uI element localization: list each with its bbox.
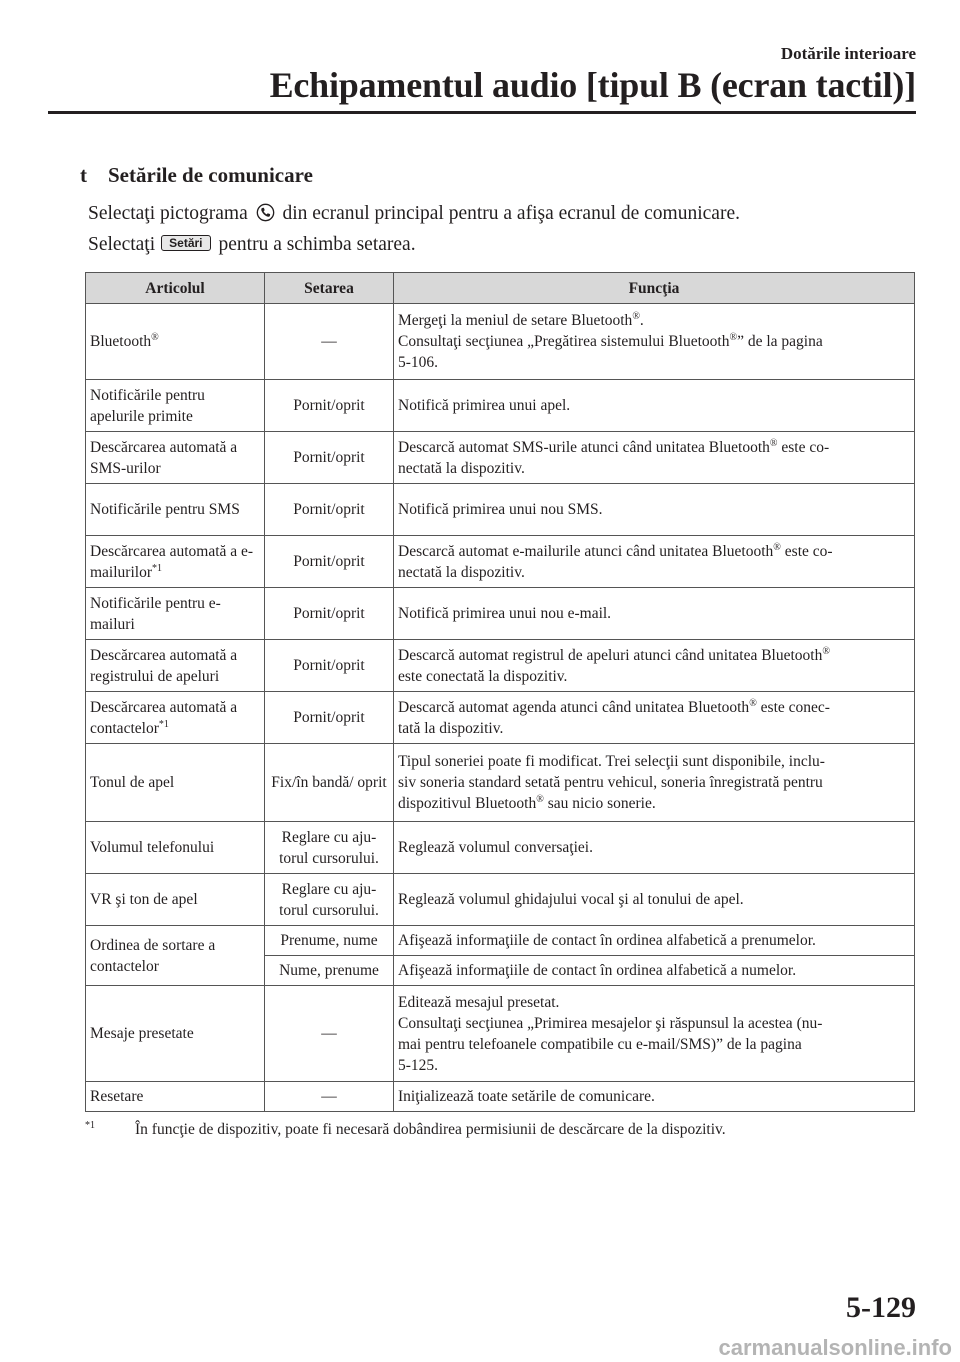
cell-function-sup: ® [769, 437, 778, 449]
cell-setting: Fix/în bandă/ oprit [265, 744, 394, 822]
cell-setting: Prenume, nume [265, 926, 394, 956]
cell-setting: Reglare cu aju- torul cursorului. [265, 822, 394, 874]
cell-function-text: Descarcă automat registrul de apeluri atunci când unitatea Bluetooth [398, 646, 823, 664]
cell-function-text: Reglează volumul ghidajului vocal şi al tonului de apel. [398, 891, 744, 908]
cell-function-text: Afişează informaţiile de contact în ordinea alfabetică a prenumelor. [398, 932, 816, 949]
intro-text-1a: Selectaţi pictograma [88, 203, 248, 224]
page-title: Echipamentul audio [tipul B (ecran tactil)] [269, 65, 916, 105]
footnote-text: În funcţie de dispozitiv, poate fi necesară dobândirea permisiunii de descărcare de la dispozitiv. [135, 1121, 726, 1138]
footnote [85, 1121, 925, 1139]
cell-setting: Pornit/oprit [265, 536, 394, 588]
cell-item [86, 692, 265, 744]
cell-setting: Pornit/oprit [265, 640, 394, 692]
cell-function-text: Notifică primirea unui nou e-mail. [398, 605, 612, 622]
table-row [86, 874, 915, 926]
cell-function [394, 744, 915, 822]
setari-button-illustration: Setări [161, 235, 210, 251]
cell-function-text: Reglează volumul conversaţiei. [398, 839, 593, 856]
cell-function-text: tată la dispozitiv. [398, 719, 504, 737]
cell-item-text: Ordinea de sortare a contactelor [90, 936, 216, 975]
cell-setting: Reglare cu aju- torul cursorului. [265, 874, 394, 926]
communication-settings-table [85, 272, 915, 1112]
table-row [86, 380, 915, 432]
cell-function-text: sau nicio sonerie. [543, 795, 656, 812]
phone-icon [256, 203, 275, 222]
table-row [86, 536, 915, 588]
cell-item [86, 588, 265, 640]
cell-function [394, 536, 915, 588]
table-row [86, 744, 915, 822]
cell-function [394, 926, 915, 956]
intro-line-1 [88, 203, 928, 225]
header-divider [48, 111, 916, 114]
cell-function-text: 5-106. [398, 354, 439, 371]
cell-function-sup: ® [632, 310, 640, 322]
cell-function-text: Consultaţi secţiunea „Pregătirea sistemului Bluetooth [398, 333, 730, 350]
cell-item [86, 744, 265, 822]
cell-function [394, 640, 915, 692]
intro-text-2b: pentru a schimba setarea. [218, 234, 416, 255]
cell-function-text: nectată la dispozitiv. [398, 459, 525, 477]
cell-item [86, 536, 265, 588]
cell-item-sup: *1 [152, 562, 162, 574]
cell-function [394, 304, 915, 380]
cell-item [86, 1082, 265, 1112]
intro-text-1b: din ecranul principal pentru a afişa ecranul de comunicare. [282, 203, 740, 224]
cell-function [394, 986, 915, 1082]
page-number: 5-129 [846, 1291, 916, 1324]
cell-item-text: Descărcarea automată a registrului de apeluri [90, 646, 238, 685]
cell-item-text: Descărcarea automată a SMS-urilor [90, 438, 238, 477]
table-row [86, 432, 915, 484]
table-row [86, 926, 915, 956]
cell-item [86, 484, 265, 536]
cell-item [86, 640, 265, 692]
cell-item-text: Mesaje presetate [90, 1025, 194, 1042]
cell-function [394, 692, 915, 744]
cell-function-sup: ® [749, 697, 757, 709]
cell-item-text: Tonul de apel [90, 774, 175, 791]
cell-item [86, 926, 265, 986]
cell-function-text: siv soneria standard setată pentru vehicul, soneria înregistrată pentru [398, 774, 823, 791]
cell-function-text: Editează mesajul presetat. [398, 993, 560, 1011]
cell-setting: — [265, 986, 394, 1082]
cell-function-text: ” de la pagina [737, 333, 823, 350]
cell-item-text: Notificările pentru SMS [90, 501, 240, 518]
cell-item-text: Notificările pentru apelurile primite [90, 386, 205, 425]
cell-function [394, 588, 915, 640]
cell-item-text: Descărcarea automată a contactelor [90, 698, 238, 737]
cell-function-text: Tipul soneriei poate fi modificat. Trei selecţii sunt disponibile, inclu- [398, 753, 825, 770]
cell-function-text: este conec- [756, 698, 830, 716]
cell-function-text: Descarcă automat agenda atunci când unitatea Bluetooth [398, 698, 750, 716]
section-heading-text: Setările de comunicare [108, 163, 313, 187]
watermark: carmanualsonline.info [718, 1335, 952, 1360]
cell-function [394, 380, 915, 432]
cell-function-text: Descarcă automat SMS-urile atunci când unitatea Bluetooth [398, 438, 770, 456]
cell-function [394, 874, 915, 926]
cell-function [394, 432, 915, 484]
header-item: Articolul [86, 273, 265, 304]
cell-item [86, 822, 265, 874]
cell-item [86, 986, 265, 1082]
header-function: Funcţia [394, 273, 915, 304]
table-row [86, 484, 915, 536]
cell-item-text: Resetare [90, 1088, 144, 1105]
cell-function-text: 5-125. [398, 1056, 439, 1074]
intro-line-2 [88, 234, 928, 256]
cell-function [394, 484, 915, 536]
cell-function-sup: ® [822, 645, 830, 657]
cell-item-text: Bluetooth [90, 333, 152, 350]
cell-setting: Pornit/oprit [265, 380, 394, 432]
table-row [86, 588, 915, 640]
cell-setting: Pornit/oprit [265, 692, 394, 744]
section-bullet: t [80, 163, 87, 187]
cell-function-text: Notifică primirea unui apel. [398, 397, 571, 414]
cell-function-sup: ® [729, 331, 738, 343]
cell-function-sup: ® [536, 793, 544, 805]
cell-function-text: Afişează informaţiile de contact în ordinea alfabetică a numelor. [398, 962, 797, 979]
cell-item [86, 304, 265, 380]
table-row [86, 822, 915, 874]
cell-setting: Pornit/oprit [265, 588, 394, 640]
cell-function [394, 822, 915, 874]
table-header-row [86, 273, 915, 304]
table-row [86, 986, 915, 1082]
cell-function-text: este co- [777, 438, 830, 456]
footnote-mark: *1 [85, 1119, 95, 1131]
cell-item [86, 380, 265, 432]
cell-item-text: VR şi ton de apel [90, 891, 198, 908]
cell-setting: Pornit/oprit [265, 484, 394, 536]
section-heading [80, 163, 313, 188]
cell-setting: Nume, prenume [265, 956, 394, 986]
cell-function-text: . [639, 312, 644, 329]
cell-function-text: este conectată la dispozitiv. [398, 667, 568, 685]
cell-item-text: Volumul telefonului [90, 839, 215, 856]
table-row [86, 1082, 915, 1112]
cell-function-text: Iniţializează toate setările de comunicare. [398, 1088, 655, 1105]
cell-function-text: nectată la dispozitiv. [398, 563, 525, 581]
cell-function [394, 1082, 915, 1112]
cell-setting: — [265, 304, 394, 380]
cell-function-text: mai pentru telefoanele compatibile cu e-mail/SMS)” de la pagina [398, 1035, 802, 1053]
table-row [86, 640, 915, 692]
cell-function-text: este co- [780, 542, 833, 560]
cell-item-sup: ® [151, 331, 159, 343]
header-setting: Setarea [265, 273, 394, 304]
cell-function-text: Notifică primirea unui nou SMS. [398, 501, 603, 518]
cell-item [86, 874, 265, 926]
cell-setting: — [265, 1082, 394, 1112]
cell-item-text: Notificările pentru e-mailuri [90, 594, 221, 633]
cell-item-text: Descărcarea automată a e-mailurilor [90, 542, 254, 581]
cell-item-sup: *1 [158, 718, 169, 730]
table-row [86, 692, 915, 744]
cell-item [86, 432, 265, 484]
cell-function-text: Consultaţi secţiunea „Primirea mesajelor şi răspunsul la acestea (nu- [398, 1014, 823, 1032]
table-row [86, 304, 915, 380]
cell-function-text: Mergeţi la meniul de setare Bluetooth [398, 312, 633, 329]
cell-function-text: dispozitivul Bluetooth [398, 795, 537, 812]
cell-setting: Pornit/oprit [265, 432, 394, 484]
chapter-title: Dotările interioare [780, 44, 916, 63]
cell-function [394, 956, 915, 986]
intro-text-2a: Selectaţi [88, 234, 156, 255]
cell-function-text: Descarcă automat e-mailurile atunci când unitatea Bluetooth [398, 542, 774, 560]
cell-function-sup: ® [773, 541, 781, 553]
